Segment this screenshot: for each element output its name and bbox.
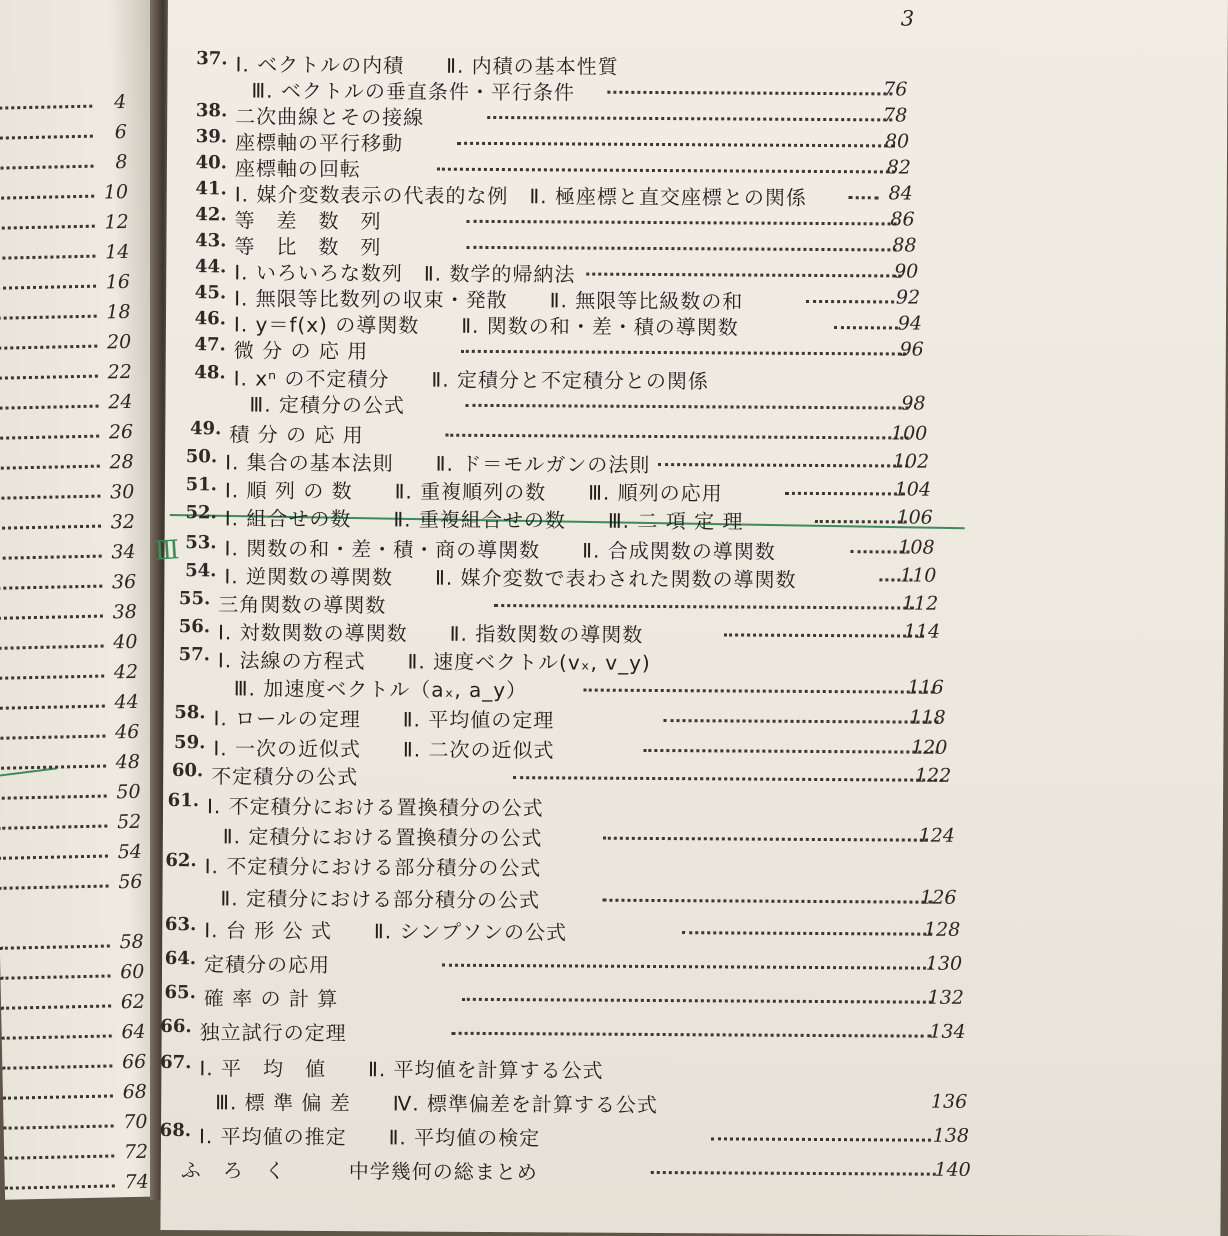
entry-number: 55.	[178, 588, 211, 610]
entry-title: Ⅰ. ロールの定理 Ⅱ. 平均値の定理	[213, 706, 555, 733]
entry-title: Ⅲ. 定積分の公式	[249, 392, 406, 418]
left-toc-row	[0, 91, 134, 118]
entry-title: Ⅰ. 媒介変数表示の代表的な例 Ⅱ. 極座標と直交座標との関係	[234, 182, 807, 210]
entry-title: 独立試行の定理	[199, 1020, 347, 1046]
left-toc-row	[0, 481, 143, 508]
entry-number: 44.	[194, 256, 227, 278]
entry-title: 定積分の応用	[203, 952, 331, 978]
leader-dots	[603, 837, 928, 842]
entry-number: 48.	[194, 362, 226, 384]
left-toc-row	[1, 991, 153, 1018]
leader-dots	[602, 899, 932, 904]
left-toc-row	[0, 931, 152, 958]
entry-number: 52.	[185, 502, 217, 524]
entry-page-number: 106	[896, 506, 933, 529]
leader-dots	[0, 795, 107, 800]
left-page-number: 4	[113, 90, 127, 114]
leader-dots	[494, 604, 914, 610]
left-toc-row	[0, 451, 142, 478]
left-page-number: 32	[110, 510, 136, 534]
left-page-number: 8	[115, 150, 128, 174]
entry-number: 41.	[195, 178, 227, 200]
left-page-number: 56	[118, 870, 143, 894]
entry-title: Ⅰ. 順 列 の 数 Ⅱ. 重複順列の数 Ⅲ. 順列の応用	[224, 478, 723, 506]
entry-page-number: 96	[899, 338, 924, 361]
entry-page-number: 134	[929, 1020, 966, 1043]
toc-entry	[165, 388, 1225, 422]
entry-number: 65.	[164, 981, 196, 1004]
left-toc-row	[0, 841, 150, 868]
entry-page-number: 86	[890, 208, 915, 231]
left-toc-row	[0, 361, 140, 388]
entry-title: Ⅰ. 不定積分における部分積分の公式	[204, 854, 542, 881]
toc-entry	[161, 1120, 1221, 1154]
leader-dots	[0, 285, 96, 290]
left-toc-row	[0, 541, 144, 568]
toc-entry	[161, 1154, 1221, 1188]
left-toc-row	[0, 601, 145, 628]
leader-dots	[0, 645, 104, 650]
entry-number: 68.	[159, 1119, 192, 1142]
entry-number: 39.	[195, 126, 228, 148]
left-page-number: 6	[114, 120, 128, 144]
entry-title: Ⅰ. いろいろな数列 Ⅱ. 数学的帰納法	[234, 260, 576, 287]
entry-page-number: 94	[897, 312, 923, 335]
left-toc-row	[0, 631, 146, 658]
leader-dots	[2, 1034, 112, 1039]
left-page-number: 18	[106, 300, 131, 324]
entry-page-number: 116	[907, 676, 944, 699]
entry-title: Ⅲ. 標 準 偏 差 Ⅳ. 標準偏差を計算する公式	[215, 1090, 659, 1118]
entry-page-number: 124	[918, 824, 955, 847]
entry-page-number: 122	[914, 764, 952, 787]
leader-dots	[442, 964, 932, 970]
leader-dots	[3, 1094, 113, 1099]
entry-page-number: 92	[895, 286, 921, 309]
left-page-number: 12	[104, 210, 129, 234]
entry-title: Ⅱ. 定積分における部分積分の公式	[220, 886, 541, 913]
leader-dots	[0, 465, 100, 470]
entry-number: 58.	[174, 702, 206, 724]
left-toc-row	[0, 241, 138, 268]
left-toc-row	[0, 661, 146, 688]
entry-title: 三角関数の導関数	[218, 592, 387, 618]
toc-entry	[161, 1052, 1221, 1086]
entry-title: Ⅰ. 一次の近似式 Ⅱ. 二次の近似式	[213, 736, 555, 763]
left-page-number: 70	[123, 1110, 148, 1134]
entry-page-number: 102	[892, 450, 930, 473]
leader-dots	[651, 1171, 936, 1176]
entry-page-number: 128	[923, 918, 961, 941]
leader-dots	[5, 1184, 115, 1189]
entry-title: Ⅰ. 逆関数の導関数 Ⅱ. 媒介変数で表わされた関数の導関数	[224, 564, 797, 592]
left-page-number: 42	[113, 660, 139, 684]
left-page-number: 28	[109, 450, 134, 474]
leader-dots	[462, 998, 932, 1004]
entry-page-number: 126	[920, 886, 957, 909]
left-page-number: 30	[109, 480, 135, 504]
entry-page-number: 104	[894, 478, 932, 501]
toc-entry	[163, 850, 1223, 884]
leader-dots	[0, 405, 99, 410]
left-page-number: 10	[103, 180, 129, 204]
left-page-number: 34	[111, 540, 136, 564]
leader-dots	[0, 974, 110, 979]
entry-title: 二次曲線とその接線	[235, 104, 425, 130]
leader-dots	[0, 885, 109, 890]
left-toc-row	[0, 391, 141, 418]
left-toc-row	[0, 751, 148, 778]
entry-page-number: 130	[925, 952, 963, 975]
entry-page-number: 82	[886, 156, 911, 179]
leader-dots	[0, 944, 110, 949]
leader-dots	[4, 1124, 114, 1129]
leader-dots	[467, 220, 897, 226]
entry-page-number: 112	[901, 592, 939, 615]
entry-page-number: 136	[930, 1090, 968, 1113]
toc-entry	[163, 760, 1223, 794]
left-page-number: 26	[108, 420, 134, 444]
leader-dots	[0, 495, 100, 500]
entry-number: 38.	[195, 100, 228, 122]
entry-number: 46.	[194, 308, 227, 330]
leader-dots	[682, 931, 932, 936]
left-page-number: 62	[120, 990, 146, 1014]
entry-page-number: 120	[911, 736, 948, 759]
leader-dots	[452, 1032, 932, 1038]
page-number: 3	[900, 6, 915, 31]
toc-entry	[162, 914, 1222, 948]
left-page-number: 16	[105, 270, 131, 294]
entry-title: Ⅰ. 集合の基本法則 Ⅱ. ド＝モルガンの法則	[225, 450, 651, 477]
entry-title: Ⅰ. 平 均 値 Ⅱ. 平均値を計算する公式	[199, 1056, 604, 1083]
left-toc-row	[4, 1141, 156, 1168]
entry-number: 40.	[195, 152, 228, 174]
entry-number: 49.	[189, 418, 222, 440]
left-page-number: 24	[108, 390, 133, 414]
entry-title: Ⅰ. 無限等比数列の収束・発散 Ⅱ. 無限等比級数の和	[234, 286, 744, 314]
entry-title: Ⅰ. y＝f(x) の導関数 Ⅱ. 関数の和・差・積の導関数	[233, 312, 739, 340]
leader-dots	[437, 168, 895, 174]
entry-page-number: 110	[900, 564, 937, 587]
entry-title: Ⅰ. ベクトルの内積 Ⅱ. 内積の基本性質	[235, 52, 619, 79]
entry-title: 座標軸の平行移動	[234, 130, 404, 156]
entry-page-number: 114	[903, 620, 941, 643]
leader-dots	[0, 315, 97, 320]
left-toc-row	[0, 421, 141, 448]
left-toc-row	[0, 721, 148, 748]
entry-number: 67.	[160, 1051, 192, 1074]
leader-dots	[0, 825, 107, 830]
entry-title: 積 分 の 応 用	[229, 422, 364, 448]
entry-number: 45.	[194, 282, 227, 304]
left-toc-row	[0, 571, 144, 598]
leader-dots	[0, 255, 95, 260]
left-toc-row	[0, 781, 149, 808]
left-toc-row	[0, 181, 136, 208]
leader-dots	[0, 735, 105, 740]
left-page-number: 64	[121, 1020, 146, 1044]
left-page-number: 66	[121, 1050, 147, 1074]
leader-dots	[466, 246, 896, 252]
left-page-number: 44	[114, 690, 139, 714]
left-page-number: 36	[111, 570, 137, 594]
entry-title: Ⅰ. 関数の和・差・積・商の導関数 Ⅱ. 合成関数の導関数	[224, 536, 776, 564]
entry-title: 不定積分の公式	[211, 764, 359, 790]
toc-entry	[161, 1086, 1221, 1120]
entry-title: Ⅲ. 加速度ベクトル（aₓ, a_y）	[233, 676, 528, 703]
entry-number: 66.	[160, 1015, 192, 1038]
left-toc-row	[0, 691, 147, 718]
entry-title: Ⅰ. 台 形 公 式 Ⅱ. シンプソンの公式	[204, 918, 568, 945]
left-page-number: 20	[106, 330, 132, 354]
entry-number: 51.	[185, 474, 218, 496]
entry-number: 56.	[178, 616, 211, 638]
left-toc-row	[5, 1171, 157, 1198]
left-page-number: 68	[122, 1080, 148, 1104]
toc-entry	[162, 882, 1222, 916]
leader-dots	[0, 585, 102, 590]
left-page-number: 72	[123, 1140, 149, 1164]
entry-page-number: 78	[882, 104, 908, 127]
toc-entry	[165, 502, 1225, 536]
entry-page-number: 80	[884, 130, 910, 153]
entry-title: Ⅰ. 法線の方程式 Ⅱ. 速度ベクトル(vₓ, v_y)	[217, 648, 651, 675]
entry-title: Ⅰ. 平均値の推定 Ⅱ. 平均値の検定	[198, 1124, 541, 1151]
toc-entry	[162, 1016, 1222, 1050]
entry-page-number: 88	[892, 234, 917, 257]
leader-dots	[461, 350, 906, 356]
entry-page-number: 90	[894, 260, 919, 283]
leader-dots	[465, 404, 908, 410]
leader-dots	[513, 776, 943, 782]
toc-entry	[162, 948, 1222, 982]
leader-dots	[0, 165, 94, 170]
leader-dots	[0, 615, 103, 620]
leader-dots	[0, 195, 94, 200]
left-toc-row	[0, 151, 136, 178]
left-page-number: 48	[115, 750, 141, 774]
leader-dots	[0, 705, 105, 710]
toc-entry	[163, 820, 1223, 854]
left-page-number: 54	[117, 840, 143, 864]
left-toc-row	[0, 511, 143, 538]
left-toc-row	[0, 271, 138, 298]
leader-dots	[0, 675, 104, 680]
leader-dots	[487, 116, 892, 121]
entry-page-number: 132	[927, 986, 964, 1009]
entry-number: 64.	[164, 947, 197, 970]
right-page	[153, 0, 1228, 1236]
entry-page-number: 108	[898, 536, 935, 559]
toc-entry	[163, 790, 1223, 824]
leader-dots	[584, 689, 934, 694]
leader-dots	[445, 434, 908, 440]
left-page-number: 74	[124, 1170, 150, 1194]
left-toc-row	[0, 331, 139, 358]
leader-dots	[0, 225, 95, 230]
left-toc-row	[3, 1081, 155, 1108]
left-page-number: 58	[119, 930, 144, 954]
leader-dots	[457, 142, 895, 148]
entry-title: 微 分 の 応 用	[233, 338, 369, 364]
leader-dots	[711, 1137, 931, 1141]
leader-dots	[2, 1064, 112, 1069]
entry-number: 50.	[185, 446, 218, 468]
left-page-number: 14	[104, 240, 130, 264]
entry-title: Ⅰ. 対数関数の導関数 Ⅱ. 指数関数の導関数	[218, 620, 644, 647]
left-toc-row	[0, 211, 137, 238]
entry-page-number: 76	[883, 78, 908, 101]
leader-dots	[0, 855, 108, 860]
left-page-number: 40	[113, 630, 138, 654]
entry-title: Ⅰ. 不定積分における置換積分の公式	[206, 794, 544, 821]
entry-number: 53.	[185, 532, 217, 554]
entry-number: 62.	[165, 850, 197, 872]
entry-page-number: 138	[932, 1124, 970, 1147]
leader-dots	[586, 273, 901, 278]
left-page-number: 52	[116, 810, 142, 834]
leader-dots	[0, 135, 93, 140]
toc-entry	[162, 982, 1222, 1016]
entry-page-number: 98	[901, 392, 926, 415]
leader-dots	[0, 555, 102, 560]
left-page-number: 38	[112, 600, 138, 624]
left-page-number: 46	[114, 720, 140, 744]
left-page-number: 50	[116, 780, 141, 804]
leader-dots	[0, 435, 99, 440]
entry-number: 42.	[195, 204, 227, 226]
leader-dots	[4, 1154, 114, 1159]
entry-number: 63.	[164, 913, 197, 936]
left-toc-row	[0, 811, 150, 838]
entry-number: 37.	[196, 48, 228, 70]
left-page-number: 60	[119, 960, 145, 984]
leader-dots	[1, 1004, 111, 1009]
entry-title: Ⅰ. 組合せの数 Ⅱ. 重複組合せの数 Ⅲ. 二 項 定 理	[224, 506, 744, 534]
leader-dots	[0, 105, 92, 110]
toc-entry	[164, 672, 1224, 706]
entry-number: 59.	[174, 732, 206, 754]
entry-number: 57.	[178, 644, 211, 666]
left-toc-row	[0, 121, 135, 148]
entry-number: 47.	[194, 334, 226, 356]
entry-number: 60.	[171, 760, 204, 782]
leader-dots	[0, 765, 106, 770]
toc-entry	[163, 702, 1223, 736]
entry-page-number: 84	[888, 182, 913, 205]
leader-dots	[0, 345, 97, 350]
leader-dots	[0, 525, 101, 530]
entry-page-number: 140	[934, 1158, 971, 1181]
entry-number: 43.	[195, 230, 227, 252]
entry-page-number: 118	[909, 706, 946, 729]
entry-title: Ⅲ. ベクトルの垂直条件・平行条件	[251, 78, 575, 105]
entry-title: Ⅱ. 定積分における置換積分の公式	[222, 824, 543, 851]
entry-number: 54.	[185, 560, 217, 582]
entry-title: 等 差 数 列	[234, 208, 382, 234]
entry-title: ふ ろ く 中学幾何の総まとめ	[180, 1158, 538, 1185]
left-page-number: 22	[107, 360, 133, 384]
left-toc-row	[0, 871, 151, 898]
entry-page-number: 100	[890, 422, 928, 445]
left-toc-row	[0, 301, 139, 328]
green-margin-mark: III	[153, 535, 178, 567]
leader-dots	[0, 375, 98, 380]
entry-title: 確 率 の 計 算	[203, 986, 339, 1012]
entry-title: 座標軸の回転	[234, 156, 361, 182]
left-toc-row	[0, 961, 152, 988]
entry-title: 等 比 数 列	[234, 234, 382, 260]
entry-title: Ⅰ. xⁿ の不定積分 Ⅱ. 定積分と不定積分との関係	[233, 366, 710, 394]
entry-number: 61.	[167, 790, 200, 812]
